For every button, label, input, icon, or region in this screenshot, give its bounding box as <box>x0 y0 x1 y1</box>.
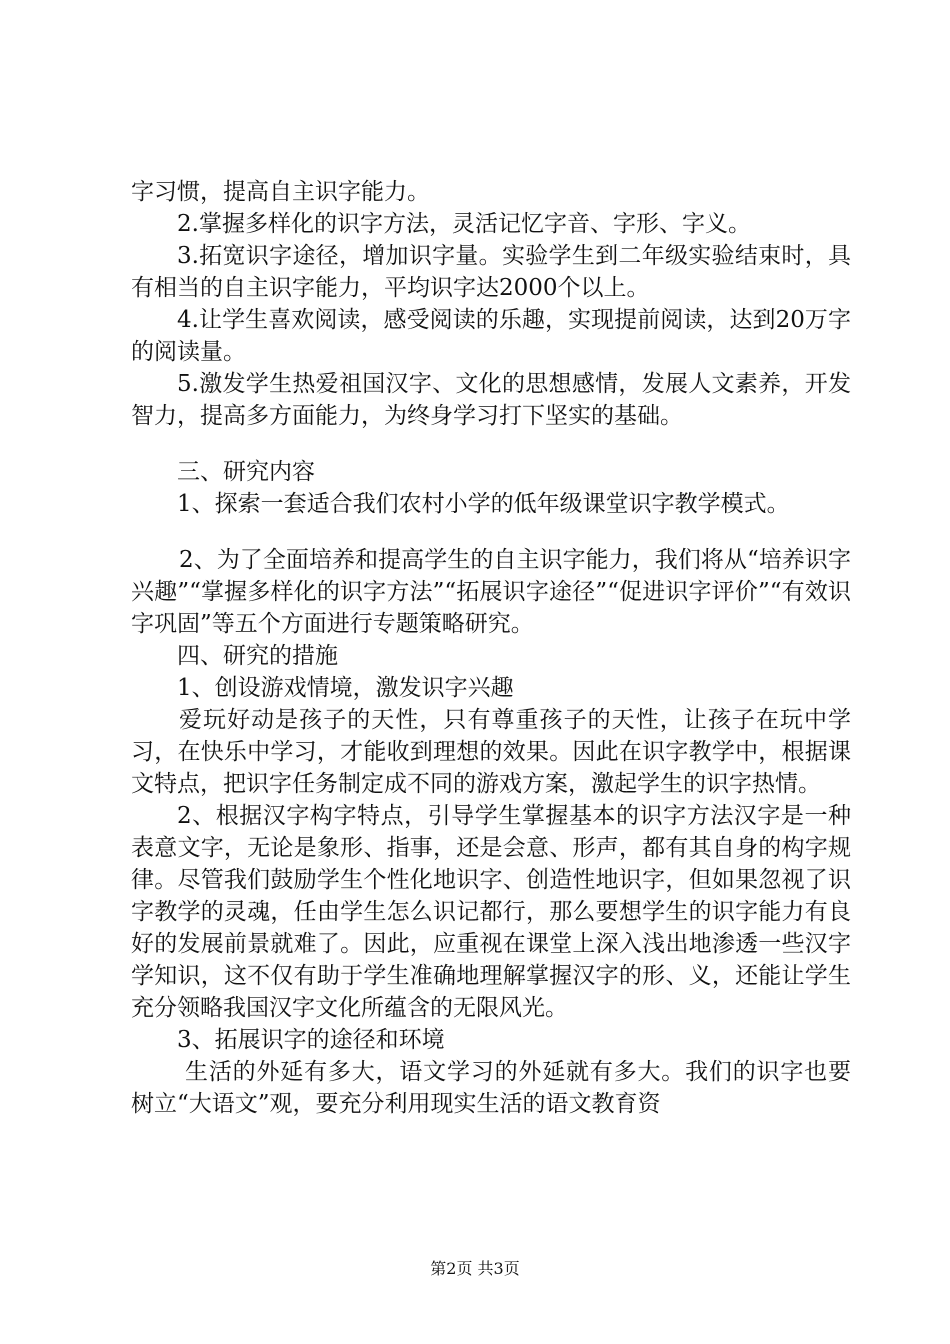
subheading-measure-1: 1、创设游戏情境，激发识字兴趣 <box>177 675 514 701</box>
paragraph-continuation: 字习惯，提高自主识字能力。 <box>131 179 430 205</box>
spacer <box>131 520 851 544</box>
paragraph-goal-2: 2.掌握多样化的识字方法，灵活记忆字音、字形、字义。 <box>177 211 751 237</box>
subheading-measure-3: 3、拓展识字的途径和环境 <box>177 1027 445 1053</box>
paragraph-measure-3: 生活的外延有多大，语文学习的外延就有多大。我们的识字也要树立“大语文”观，要充分利用现实生活的语文教育资 <box>131 1059 851 1117</box>
document-body <box>131 176 851 1120</box>
section-heading-research-measures: 四、研究的措施 <box>177 643 338 669</box>
page-number-footer: 第2页 共3页 <box>430 1259 520 1278</box>
paragraph-goal-5: 5.激发学生热爱祖国汉字、文化的思想感情，发展人文素养，开发智力，提高多方面能力，为终身学习打下坚实的基础。 <box>131 371 851 429</box>
paragraph-goal-3: 3.拓宽识字途径，增加识字量。实验学生到二年级实验结束时，具有相当的自主识字能力，平均识字达2000个以上。 <box>131 243 851 301</box>
paragraph-measure-2: 2、根据汉字构字特点，引导学生掌握基本的识字方法汉字是一种表意文字，无论是象形、指事，还是会意、形声，都有其自身的构字规律。尽管我们鼓励学生个性化地识字、创造性地识字，但如果忽视了识字教学的灵魂，任由学生怎么识记都行，那么要想学生的识字能力有良好的发展前景就难了。因此，应重视在课堂上深入浅出地渗透一些汉字学知识，这不仅有助于学生准确地理解掌握汉字的形、义，还能让学生充分领略我国汉字文化所蕴含的无限风光。 <box>131 803 851 1021</box>
paragraph-goal-4: 4.让学生喜欢阅读，感受阅读的乐趣，实现提前阅读，达到20万字的阅读量。 <box>131 307 851 365</box>
paragraph-content-2: 2、为了全面培养和提高学生的自主识字能力，我们将从“培养识字兴趣”“掌握多样化的识字方法”“拓展识字途径”“促进识字评价”“有效识字巩固”等五个方面进行专题策略研究。 <box>131 547 851 637</box>
paragraph-measure-1: 爱玩好动是孩子的天性，只有尊重孩子的天性，让孩子在玩中学习，在快乐中学习，才能收到理想的效果。因此在识字教学中，根据课文特点，把识字任务制定成不同的游戏方案，激起学生的识字热情。 <box>131 707 851 797</box>
paragraph-content-1: 1、探索一套适合我们农村小学的低年级课堂识字教学模式。 <box>177 491 790 517</box>
section-heading-research-content: 三、研究内容 <box>177 459 315 485</box>
spacer <box>131 432 851 456</box>
